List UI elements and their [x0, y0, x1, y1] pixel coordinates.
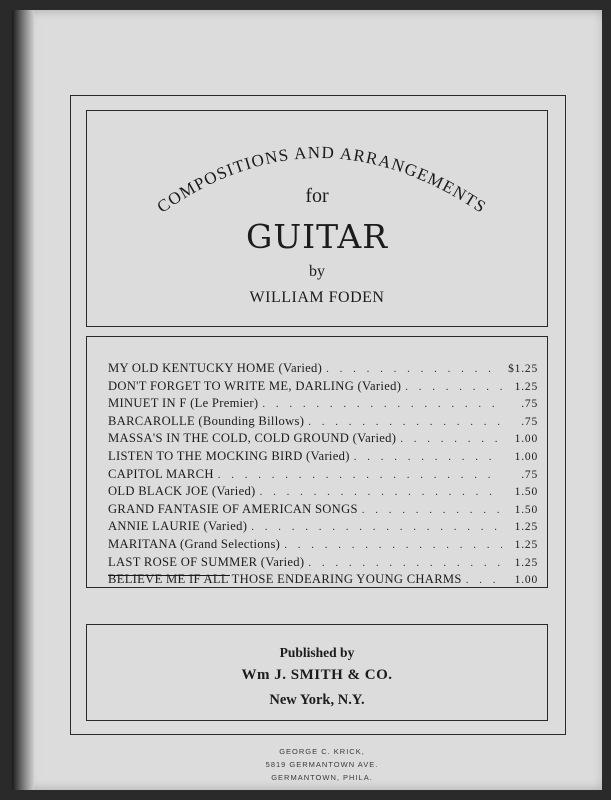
piece-price: .75 — [521, 468, 538, 481]
piece-title: BARCAROLLE (Bounding Billows) — [108, 413, 305, 428]
list-item — [108, 502, 538, 520]
stamp-line-3: GERMANTOWN, PHILA. — [271, 773, 373, 782]
dealer-stamp — [222, 745, 422, 784]
piece-price: .75 — [521, 398, 538, 411]
leader-dots — [262, 398, 502, 410]
list-item — [108, 467, 538, 485]
leader-dots — [308, 416, 502, 428]
piece-price: 1.50 — [514, 503, 538, 516]
leader-dots — [251, 521, 502, 533]
leader-dots — [326, 363, 502, 375]
piece-title: MINUET IN F (Le Premier) — [108, 396, 259, 411]
title-instrument: GUITAR — [245, 217, 389, 256]
list-item — [108, 537, 538, 555]
list-item — [108, 379, 538, 397]
author-name: WILLIAM FODEN — [249, 289, 385, 306]
piece-title: LISTEN TO THE MOCKING BIRD (Varied) — [108, 448, 350, 463]
leader-dots — [405, 381, 502, 393]
stamp-line-2: 5819 GERMANTOWN AVE. — [265, 760, 379, 769]
piece-price: 1.25 — [514, 380, 538, 393]
piece-price: .75 — [521, 415, 538, 428]
leader-dots — [466, 574, 502, 586]
piece-title: LAST ROSE OF SUMMER (Varied) — [108, 554, 305, 569]
piece-price: 1.25 — [514, 538, 538, 551]
piece-title: MY OLD KENTUCKY HOME (Varied) — [108, 361, 323, 375]
title-for: for — [305, 185, 329, 207]
piece-price: $1.25 — [508, 363, 538, 375]
list-item — [108, 414, 538, 432]
leader-dots — [354, 451, 502, 463]
pencil-underline — [108, 575, 230, 576]
piece-price: 1.25 — [514, 521, 538, 534]
piece-list — [108, 361, 538, 590]
piece-price: 1.25 — [514, 556, 538, 569]
piece-title: ANNIE LAURIE (Varied) — [108, 519, 248, 534]
piece-title: GRAND FANTASIE OF AMERICAN SONGS — [108, 501, 358, 516]
title-page — [12, 10, 602, 790]
publisher-city: New York, N.Y. — [269, 692, 365, 708]
piece-title: CAPITOL MARCH — [108, 466, 214, 481]
piece-list-panel — [86, 336, 548, 588]
title-by: by — [309, 263, 325, 280]
list-item — [108, 449, 538, 467]
list-item — [108, 519, 538, 537]
leader-dots — [218, 469, 502, 481]
list-item — [108, 555, 538, 573]
arched-title-text: COMPOSITIONS AND ARRANGEMENTS — [153, 142, 491, 217]
piece-title: BELIEVE ME IF ALL THOSE ENDEARING YOUNG CHARMS — [108, 572, 462, 587]
stamp-line-1: GEORGE C. KRICK, — [279, 747, 365, 756]
leader-dots — [308, 557, 502, 569]
piece-title: OLD BLACK JOE (Varied) — [108, 484, 256, 499]
list-item — [108, 396, 538, 414]
book-spine-shadow — [12, 10, 34, 790]
list-item — [108, 361, 538, 379]
piece-price: 1.50 — [514, 486, 538, 499]
leader-dots — [284, 539, 502, 551]
publisher-panel — [86, 624, 548, 721]
published-by-label: Published by — [279, 645, 355, 660]
list-item — [108, 484, 538, 502]
piece-title: MASSA'S IN THE COLD, COLD GROUND (Varied) — [108, 431, 397, 446]
piece-price: 1.00 — [514, 574, 538, 587]
title-panel — [86, 110, 548, 327]
list-item — [108, 431, 538, 449]
piece-title: DON'T FORGET TO WRITE ME, DARLING (Varied) — [108, 378, 402, 393]
leader-dots — [400, 433, 502, 445]
leader-dots — [362, 504, 502, 516]
piece-price: 1.00 — [514, 450, 538, 463]
publisher-name: Wm J. SMITH & CO. — [241, 667, 393, 683]
piece-price: 1.00 — [514, 433, 538, 446]
leader-dots — [260, 486, 502, 498]
piece-title: MARITANA (Grand Selections) — [108, 536, 281, 551]
